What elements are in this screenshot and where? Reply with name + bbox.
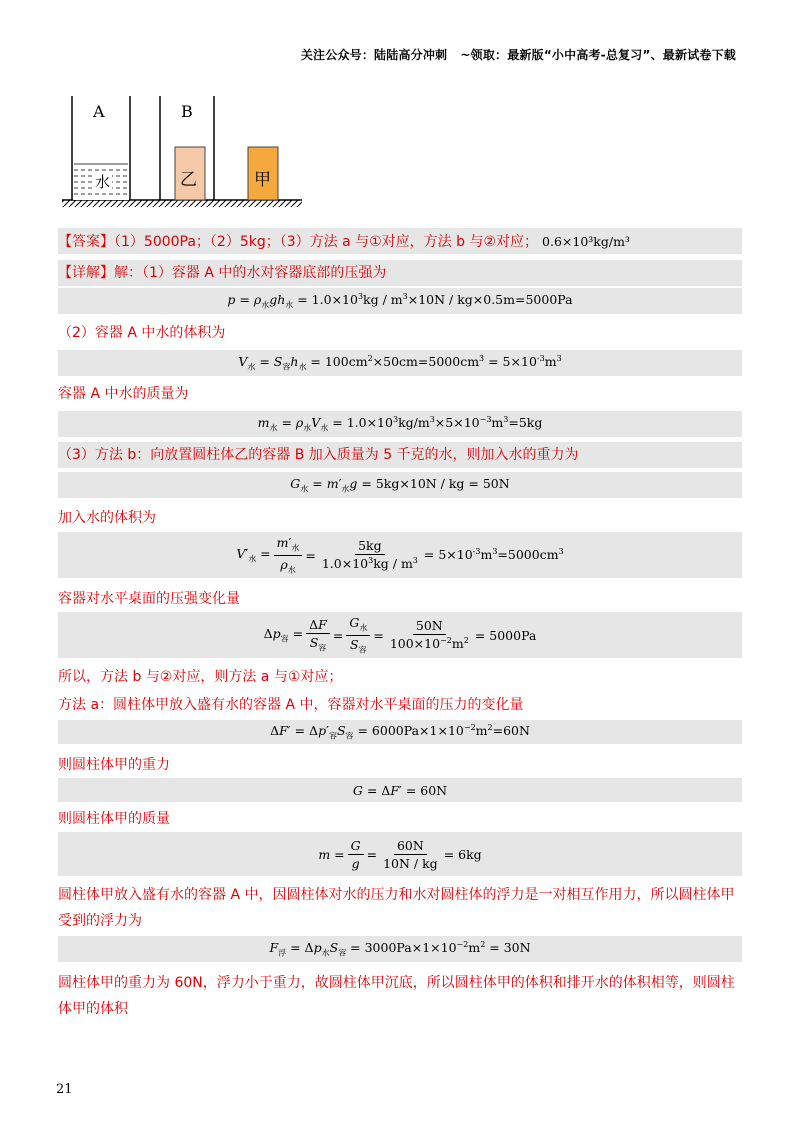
- explain-line-2: （2）容器 A 中水的体积为: [58, 325, 226, 341]
- explain-line-11a: 圆柱体甲放入盛有水的容器 A 中，因圆柱体对水的压力和水对圆柱体的浮力是一对相互作用力，所以圆柱体甲: [58, 887, 735, 903]
- formula-weight-added: $G_水 = m'_水g = 5kg\times 10N$ / kg = 50N: [58, 472, 742, 498]
- formula-pressure-change: $\Delta p_容$ = $\frac{\Delta F}{S_容}$ = $\frac{G_水}{S_容}$ = $\frac{50N}{100\times 10^{-2}m^2}$ = 5000Pa: [58, 612, 742, 658]
- explain-line-11b: 受到的浮力为: [58, 913, 142, 929]
- ground-hatch: [62, 200, 302, 207]
- formula-mass-a: $m_水 = \rho_水V_水 = 1.0\times 10^3kg/m^3\times 5\times 10^{-3}m^3=5kg$: [58, 411, 742, 437]
- formula-buoyancy: $F_浮 = \Delta p_水S_容 = 3000Pa\times 1\times 10^{-2}m^2 = 30N$: [58, 936, 742, 962]
- answer-density: 0.6×10³kg/m³: [542, 233, 630, 249]
- explain-line-6: 容器对水平桌面的压强变化量: [58, 591, 240, 607]
- explain-line-7: 所以，方法 b 与②对应，则方法 a 与①对应；: [58, 669, 343, 685]
- label-a: A: [93, 102, 105, 121]
- page-number: 21: [56, 1082, 73, 1097]
- explain-line-1: 【详解】解：（1）容器 A 中的水对容器底部的压强为: [58, 260, 742, 286]
- explain-line-12b: 体甲的体积: [58, 1001, 128, 1017]
- formula-volume-added: $V'_水$ = $\frac{m'_水}{\rho_水}$ = $\frac{5kg}{1.0\times 10^3kg / m^3}$ = $5\times 10^{-3}m^3=5000cm^3$: [58, 532, 742, 578]
- cylinder-yi-label: 乙: [180, 170, 197, 190]
- page-header: 关注公众号：陆陆高分冲刺 ~领取：最新版“小中高考-总复习”、最新试卷下载: [300, 48, 736, 62]
- formula-pressure-a: $p = \rho_水gh_水 = 1.0\times 10^3kg / m^3\times 10N / kg\times 0.5m=5000Pa$: [58, 288, 742, 314]
- formula-weight-jia: G = ΔF′ = 60N: [58, 778, 742, 802]
- answer-red: 【答案】（1）5000Pa；（2）5kg；（3）方法 a 与①对应，方法 b 与②对应；: [58, 234, 539, 250]
- formula-mass-jia: m = $\frac{G}{g}$ = $\frac{60N}{10N / kg}$ = 6kg: [58, 832, 742, 876]
- answer-line: [58, 228, 742, 254]
- formula-volume-a: $V_水 = S_容h_水 = 100cm^2\times 50cm=5000cm^3 = 5\times 10^{-3}m^3$: [58, 350, 742, 376]
- formula-force-change: $\Delta F' = \Delta p'_容S_容 = 6000Pa\times 1\times 10^{-2}m^2=60N$: [58, 720, 742, 744]
- explain-line-9: 则圆柱体甲的重力: [58, 757, 170, 773]
- label-b: B: [181, 102, 193, 121]
- explain-line-10: 则圆柱体甲的质量: [58, 811, 170, 827]
- cylinder-jia-label: 甲: [254, 170, 271, 190]
- explain-line-4: （3）方法 b：向放置圆柱体乙的容器 B 加入质量为 5 千克的水，则加入水的重力为: [58, 442, 742, 468]
- explain-line-5: 加入水的体积为: [58, 510, 156, 526]
- explain-line-12a: 圆柱体甲的重力为 60N，浮力小于重力，故圆柱体甲沉底，所以圆柱体甲的体积和排开水的体积相等，则圆柱: [58, 975, 735, 991]
- container-figure: [58, 92, 308, 217]
- explain-line-3: 容器 A 中水的质量为: [58, 386, 189, 402]
- water-label: 水: [95, 173, 111, 191]
- explain-line-8: 方法 a：圆柱体甲放入盛有水的容器 A 中，容器对水平桌面的压力的变化量: [58, 697, 524, 713]
